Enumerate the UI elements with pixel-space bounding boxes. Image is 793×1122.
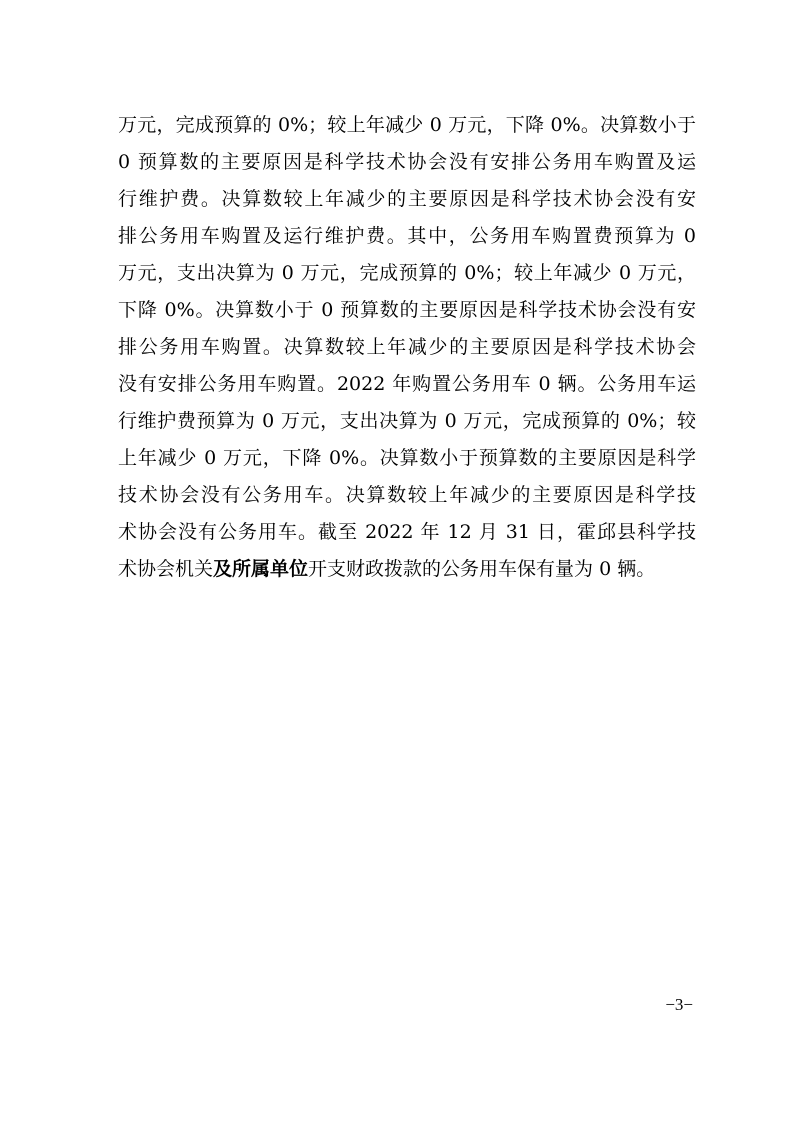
text-line-12: 术协会没有公务用车。截至 2022 年 12 月 31 日，霍邱县科学技 (118, 521, 696, 543)
text-line-5: 万元，支出决算为 0 万元，完成预算的 0%；较上年减少 0 万元， (118, 262, 696, 284)
text-line-11: 技术协会没有公务用车。决算数较上年减少的主要原因是科学技 (118, 484, 696, 506)
bold-emphasis: 及所属单位 (213, 558, 309, 580)
text-line-13 (118, 551, 696, 588)
text-line-3: 行维护费。决算数较上年减少的主要原因是科学技术协会没有安 (118, 188, 696, 210)
text-line-4: 排公务用车购置及运行维护费。其中，公务用车购置费预算为 0 (118, 225, 696, 247)
text-line-1: 万元，完成预算的 0%；较上年减少 0 万元，下降 0%。决算数小于 (118, 114, 696, 136)
text-line-7: 排公务用车购置。决算数较上年减少的主要原因是科学技术协会 (118, 336, 696, 358)
text-line-13-end: 开支财政拨款的公务用车保有量为 0 辆。 (308, 558, 656, 580)
text-line-2: 0 预算数的主要原因是科学技术协会没有安排公务用车购置及运 (118, 151, 696, 173)
text-line-8: 没有安排公务用车购置。2022 年购置公务用车 0 辆。公务用车运 (118, 373, 696, 395)
text-line-9: 行维护费预算为 0 万元，支出决算为 0 万元，完成预算的 0%；较 (118, 410, 696, 432)
body-paragraph (118, 107, 696, 588)
text-line-13-start: 术协会机关 (118, 558, 214, 580)
text-line-6: 下降 0%。决算数小于 0 预算数的主要原因是科学技术协会没有安 (118, 299, 696, 321)
text-line-10: 上年减少 0 万元，下降 0%。决算数小于预算数的主要原因是科学 (118, 447, 696, 469)
page-number: −3− (665, 995, 693, 1014)
